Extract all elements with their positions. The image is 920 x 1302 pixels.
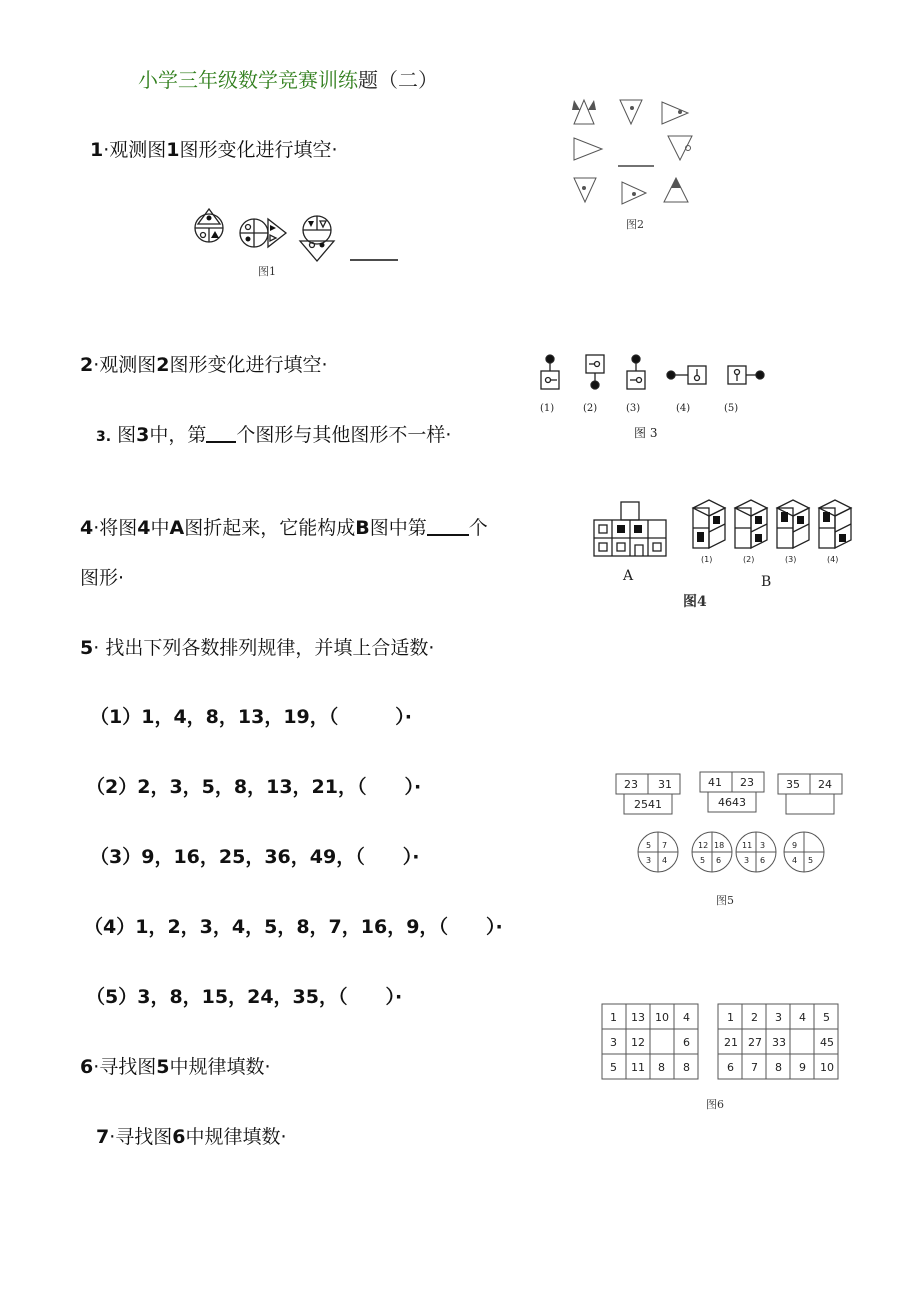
circle-value: 3 (760, 841, 766, 850)
figure-label: (1) (701, 555, 713, 564)
question-text: 图中第 (369, 517, 427, 539)
grid-cell: 6 (727, 1061, 734, 1074)
grid-cell: 33 (772, 1036, 786, 1049)
grid-cell: 5 (610, 1061, 617, 1074)
sequence-5 (86, 982, 402, 1009)
question-3 (96, 420, 451, 447)
question-number: 5 (80, 637, 94, 659)
circle-value: 7 (662, 841, 668, 850)
box-value: 35 (786, 778, 800, 791)
box-value: 2541 (634, 798, 662, 811)
figure-caption: 图 3 (634, 426, 658, 440)
question-5 (80, 633, 434, 660)
circle-value: 5 (808, 856, 814, 865)
circle-value: 6 (760, 856, 766, 865)
question-4-line-2 (80, 563, 124, 590)
box-value: 31 (658, 778, 672, 791)
grid-cell: 4 (799, 1011, 806, 1024)
fig1-shape-3 (300, 216, 334, 261)
question-text: 图 (117, 424, 137, 446)
sequence-items: 3，8，15，24，35， (137, 986, 338, 1008)
grid-cell: 27 (748, 1036, 762, 1049)
grid-cell: 4 (683, 1011, 690, 1024)
figure-label: A (623, 568, 634, 584)
grid-cell: 3 (610, 1036, 617, 1049)
grid-cell: 3 (775, 1011, 782, 1024)
circle-value: 5 (646, 841, 652, 850)
sequence-label: （5） (86, 986, 138, 1008)
figure-ref: A (169, 517, 185, 539)
grid-cell: 10 (820, 1061, 834, 1074)
figure-caption: 图1 (258, 265, 276, 278)
circle-value: 18 (714, 841, 725, 850)
sequence-items: 1，4，8，13，19， (141, 706, 329, 728)
question-number: 4 (80, 517, 94, 539)
sequence-items: 1，2，3，4，5，8，7，16，9， (135, 916, 439, 938)
sequence-3 (90, 842, 419, 869)
question-text: 中 (150, 517, 170, 539)
figure-caption: 图2 (626, 218, 644, 231)
figure-ref: 2 (156, 354, 170, 376)
circle-value: 9 (792, 841, 798, 850)
figure-ref: 4 (137, 517, 151, 539)
figure-ref: 1 (166, 139, 180, 161)
question-text: 个图形与其他图形不一样· (236, 424, 452, 446)
question-number: 3. (96, 429, 112, 445)
grid-cell: 9 (799, 1061, 806, 1074)
sequence-4 (84, 912, 503, 939)
question-number: 2 (80, 354, 94, 376)
sequence-answer-blank[interactable]: （ ）· (328, 706, 412, 728)
sequence-answer-blank[interactable]: （ ）· (355, 846, 420, 868)
question-text: 图形变化进行填空· (179, 139, 338, 161)
circle-value: 11 (742, 841, 753, 850)
circle-value: 12 (698, 841, 709, 850)
question-number: 7 (96, 1126, 110, 1148)
page-title (138, 64, 438, 93)
figure-4 (585, 490, 860, 620)
figure-label: (5) (724, 403, 739, 414)
sequence-2 (86, 772, 421, 799)
question-7 (96, 1122, 287, 1149)
question-text: 中规律填数· (169, 1056, 271, 1078)
grid-cell: 7 (751, 1061, 758, 1074)
grid-cell: 11 (631, 1061, 645, 1074)
fig1-shape-2 (240, 219, 286, 247)
figure-label: (4) (827, 555, 839, 564)
grid-cell: 12 (631, 1036, 645, 1049)
question-1 (90, 135, 338, 162)
question-text: ·寻找图 (93, 1056, 157, 1078)
grid-cell: 8 (683, 1061, 690, 1074)
figure-label: (1) (540, 403, 555, 414)
sequence-answer-blank[interactable]: （ ）· (338, 986, 403, 1008)
circle-value: 4 (792, 856, 798, 865)
figure-caption: 图6 (706, 1098, 724, 1111)
figure-label: (3) (626, 403, 641, 414)
figure-6 (598, 998, 850, 1118)
box-value: 24 (818, 778, 832, 791)
question-text: ·寻找图 (109, 1126, 173, 1148)
question-2 (80, 350, 328, 377)
grid-cell: 8 (658, 1061, 665, 1074)
figure-label: (3) (785, 555, 797, 564)
sequence-items: 9，16，25，36，49， (141, 846, 356, 868)
question-text: · 找出下列各数排列规律，并填上合适数· (93, 637, 435, 659)
box-value: 4643 (718, 796, 746, 809)
title-dark-part: 题（二） (358, 68, 438, 92)
sequence-label: （3） (90, 846, 142, 868)
grid-cell: 10 (655, 1011, 669, 1024)
grid-cell: 6 (683, 1036, 690, 1049)
sequence-1 (90, 702, 412, 729)
circle-value: 3 (744, 856, 750, 865)
question-4 (80, 513, 488, 540)
figure-label: (4) (676, 403, 691, 414)
sequence-answer-blank[interactable]: （ ）· (438, 916, 503, 938)
grid-cell: 2 (751, 1011, 758, 1024)
figure-1 (190, 205, 410, 285)
question-text: ·观测图 (93, 354, 157, 376)
question-text: ·将图 (93, 517, 138, 539)
grid-cell: 5 (823, 1011, 830, 1024)
circle-value: 5 (700, 856, 706, 865)
title-green-part: 小学三年级数学竞赛训练 (138, 68, 358, 92)
grid-cell: 45 (820, 1036, 834, 1049)
figure-2 (560, 90, 710, 240)
circle-value: 3 (646, 856, 652, 865)
figure-ref: B (355, 517, 370, 539)
grid-cell: 8 (775, 1061, 782, 1074)
grid-cell: 13 (631, 1011, 645, 1024)
grid-cell: 21 (724, 1036, 738, 1049)
question-text: 图折起来，它能构成 (184, 517, 356, 539)
question-text: 图形变化进行填空· (169, 354, 328, 376)
box-value: 23 (740, 776, 754, 789)
figure-ref: 5 (156, 1056, 170, 1078)
figure-3 (530, 345, 780, 445)
circle-value: 4 (662, 856, 668, 865)
answer-blank[interactable] (427, 515, 469, 536)
sequence-label: （2） (86, 776, 138, 798)
sequence-answer-blank[interactable]: （ ）· (357, 776, 422, 798)
question-text: 个 (468, 517, 488, 539)
sequence-label: （4） (84, 916, 136, 938)
question-text: 中，第 (149, 424, 207, 446)
grid-cell: 1 (610, 1011, 617, 1024)
circle-value: 6 (716, 856, 722, 865)
grid-cell: 1 (727, 1011, 734, 1024)
question-6 (80, 1052, 271, 1079)
question-number: 6 (80, 1056, 94, 1078)
figure-label: (2) (583, 403, 598, 414)
figure-5 (610, 768, 850, 913)
question-text: ·观测图 (103, 139, 167, 161)
figure-caption: 图4 (683, 594, 707, 610)
figure-label: B (761, 574, 772, 590)
answer-blank[interactable] (206, 422, 236, 443)
question-number: 1 (90, 139, 104, 161)
figure-label: (2) (743, 555, 755, 564)
fig1-shape-1 (195, 209, 223, 242)
box-value: 23 (624, 778, 638, 791)
sequence-label: （1） (90, 706, 142, 728)
box-value: 41 (708, 776, 722, 789)
figure-caption: 图5 (716, 894, 734, 907)
figure-ref: 6 (172, 1126, 186, 1148)
question-text: 中规律填数· (185, 1126, 287, 1148)
figure-ref: 3 (136, 424, 150, 446)
sequence-items: 2，3，5，8，13，21， (137, 776, 357, 798)
question-text: 图形· (80, 567, 125, 589)
